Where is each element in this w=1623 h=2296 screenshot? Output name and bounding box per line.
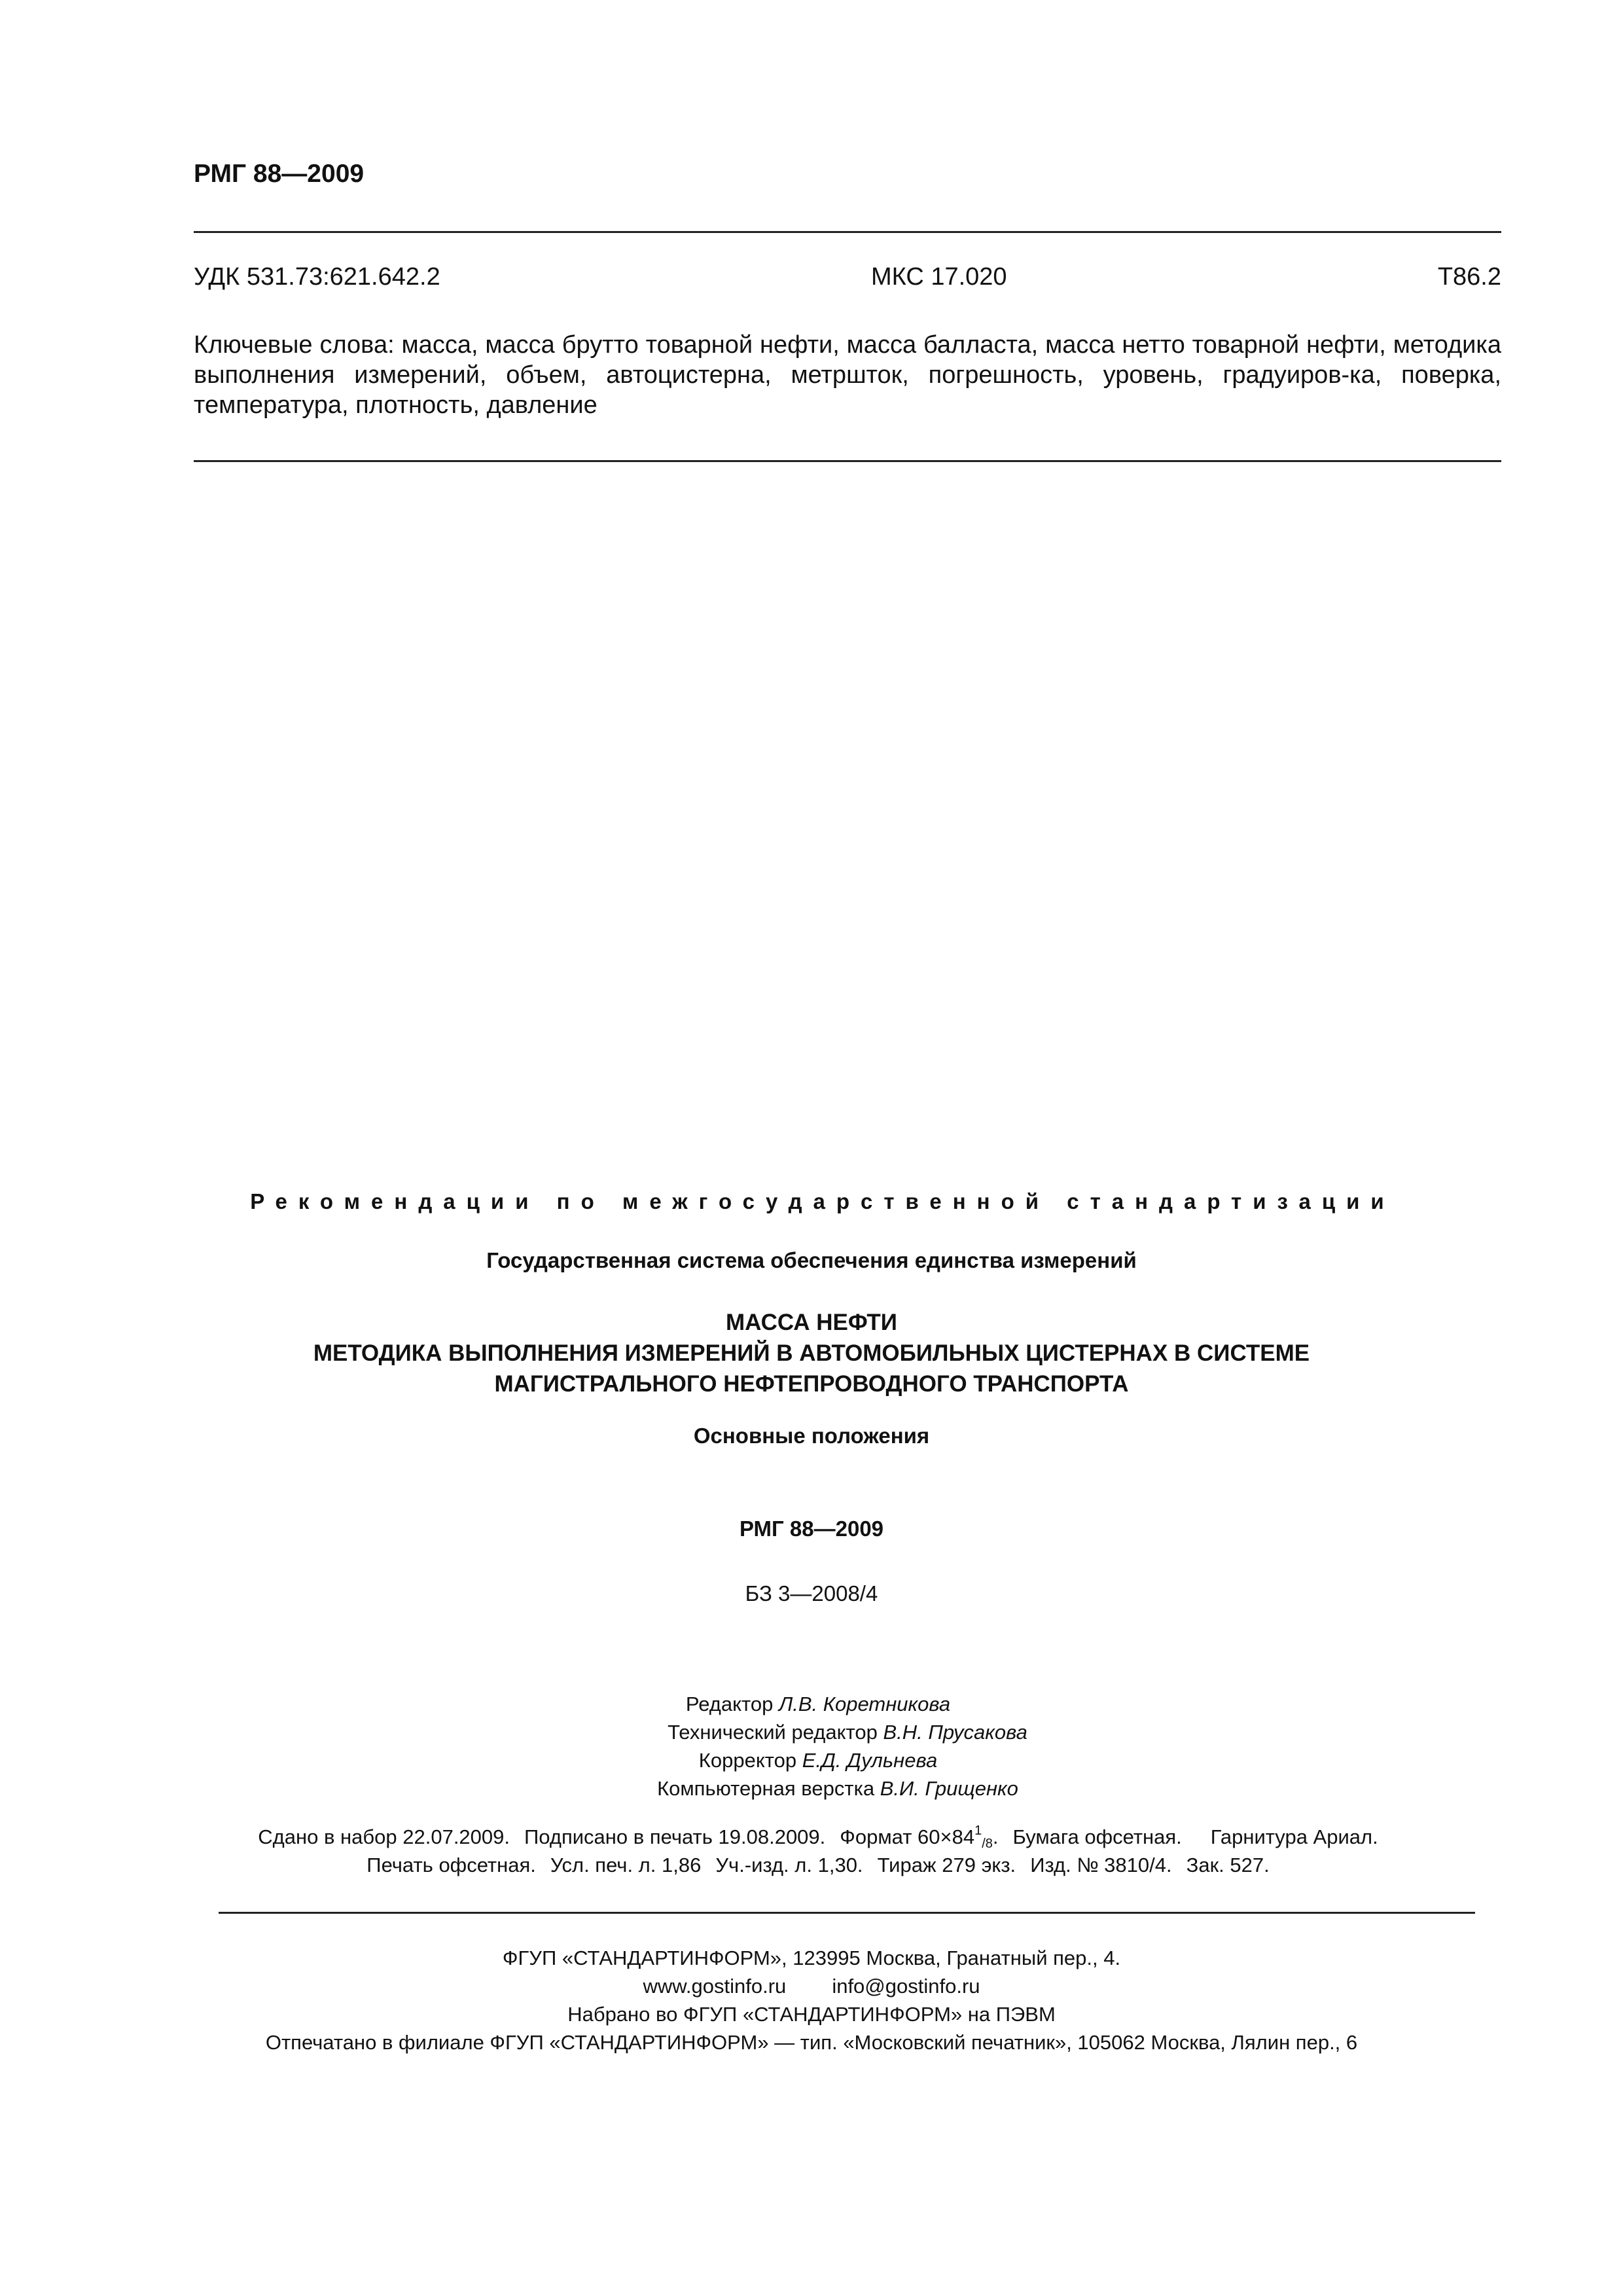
publisher-email: info@gostinfo.ru: [832, 1975, 980, 1998]
publisher-website: www.gostinfo.ru: [643, 1975, 787, 1998]
document-code-header: РМГ 88—2009: [194, 160, 365, 188]
title-line-3: МАГИСТРАЛЬНОГО НЕФТЕПРОВОДНОГО ТРАНСПОРТА: [494, 1371, 1129, 1397]
credit-proofreader: [0, 1746, 1623, 1774]
order-number: Зак. 527.: [1186, 1854, 1270, 1876]
title-line-1: МАССА НЕФТИ: [726, 1310, 897, 1335]
credit-role: Технический редактор: [668, 1721, 878, 1744]
udk-code: УДК 531.73:621.642.2: [194, 263, 440, 291]
font-face: Гарнитура Ариал.: [1210, 1825, 1378, 1848]
credit-role: Корректор: [698, 1749, 797, 1772]
credit-name: Е.Д. Дульнева: [802, 1749, 938, 1772]
edition-number: Изд. № 3810/4.: [1030, 1854, 1172, 1876]
document-code: РМГ 88—2009: [739, 1516, 884, 1541]
category-code: Т86.2: [1437, 263, 1501, 291]
paper-type: Бумага офсетная.: [1012, 1825, 1182, 1848]
credit-name: В.И. Грищенко: [880, 1777, 1018, 1800]
publisher-contacts: [0, 1972, 1623, 2000]
format-subscript: /8: [982, 1837, 993, 1851]
credit-role: Компьютерная верстка: [657, 1777, 875, 1800]
printing-method: Печать офсетная.: [366, 1854, 536, 1876]
bz-number: БЗ 3—2008/4: [745, 1581, 878, 1605]
format-superscript: 1: [974, 1823, 982, 1838]
credits-block: [0, 1690, 1623, 1803]
publisher-block: [0, 1944, 1623, 2056]
credit-editor: [0, 1690, 1623, 1718]
imprint-divider: [219, 1912, 1475, 1914]
publisher-sheets: Уч.-изд. л. 1,30.: [715, 1854, 863, 1876]
classification-row: [194, 263, 1501, 291]
title-line-2: МЕТОДИКА ВЫПОЛНЕНИЯ ИЗМЕРЕНИЙ В АВТОМОБИЛЬНЫХ ЦИСТЕРНАХ В СИСТЕМЕ: [313, 1340, 1310, 1366]
document-subtitle: Основные положения: [693, 1424, 930, 1448]
print-info-line-2: [0, 1851, 1623, 1879]
print-info-block: [0, 1823, 1623, 1879]
keywords-divider: [194, 460, 1501, 462]
credit-technical-editor: [0, 1718, 1623, 1746]
format-label: Формат 60×84: [840, 1825, 975, 1848]
submitted-date: Сдано в набор 22.07.2009.: [258, 1825, 510, 1848]
keywords-paragraph: Ключевые слова: масса, масса брутто товарной нефти, масса балласта, масса нетто товарной нефти, методика выполнения измерений, объем, автоцистерна, метршток, погрешность, уровень, градуиров-ка, поверка, температура, плотность, давление: [194, 331, 1501, 419]
typeset-note: Набрано во ФГУП «СТАНДАРТИНФОРМ» на ПЭВМ: [567, 2003, 1056, 2026]
print-sheets: Усл. печ. л. 1,86: [550, 1854, 702, 1876]
publisher-address: ФГУП «СТАНДАРТИНФОРМ», 123995 Москва, Гранатный пер., 4.: [502, 1946, 1121, 1969]
print-info-line-1: [0, 1823, 1623, 1851]
mks-code: МКС 17.020: [870, 263, 1007, 291]
credit-layout: [0, 1774, 1623, 1803]
system-heading: Государственная система обеспечения единства измерений: [486, 1248, 1137, 1272]
series-heading: Рекомендации по межгосударственной стандартизации: [250, 1189, 1395, 1213]
print-run: Тираж 279 экз.: [877, 1854, 1016, 1876]
top-divider: [194, 231, 1501, 233]
credit-role: Редактор: [685, 1693, 774, 1715]
format-suffix: .: [992, 1825, 999, 1848]
document-title: [0, 1307, 1623, 1399]
credit-name: В.Н. Прусакова: [883, 1721, 1027, 1744]
credit-name: Л.В. Коретникова: [778, 1693, 951, 1715]
signed-date: Подписано в печать 19.08.2009.: [524, 1825, 826, 1848]
printed-note: Отпечатано в филиале ФГУП «СТАНДАРТИНФОРМ» — тип. «Московский печатник», 105062 Москва, Лялин пер., 6: [265, 2031, 1358, 2054]
